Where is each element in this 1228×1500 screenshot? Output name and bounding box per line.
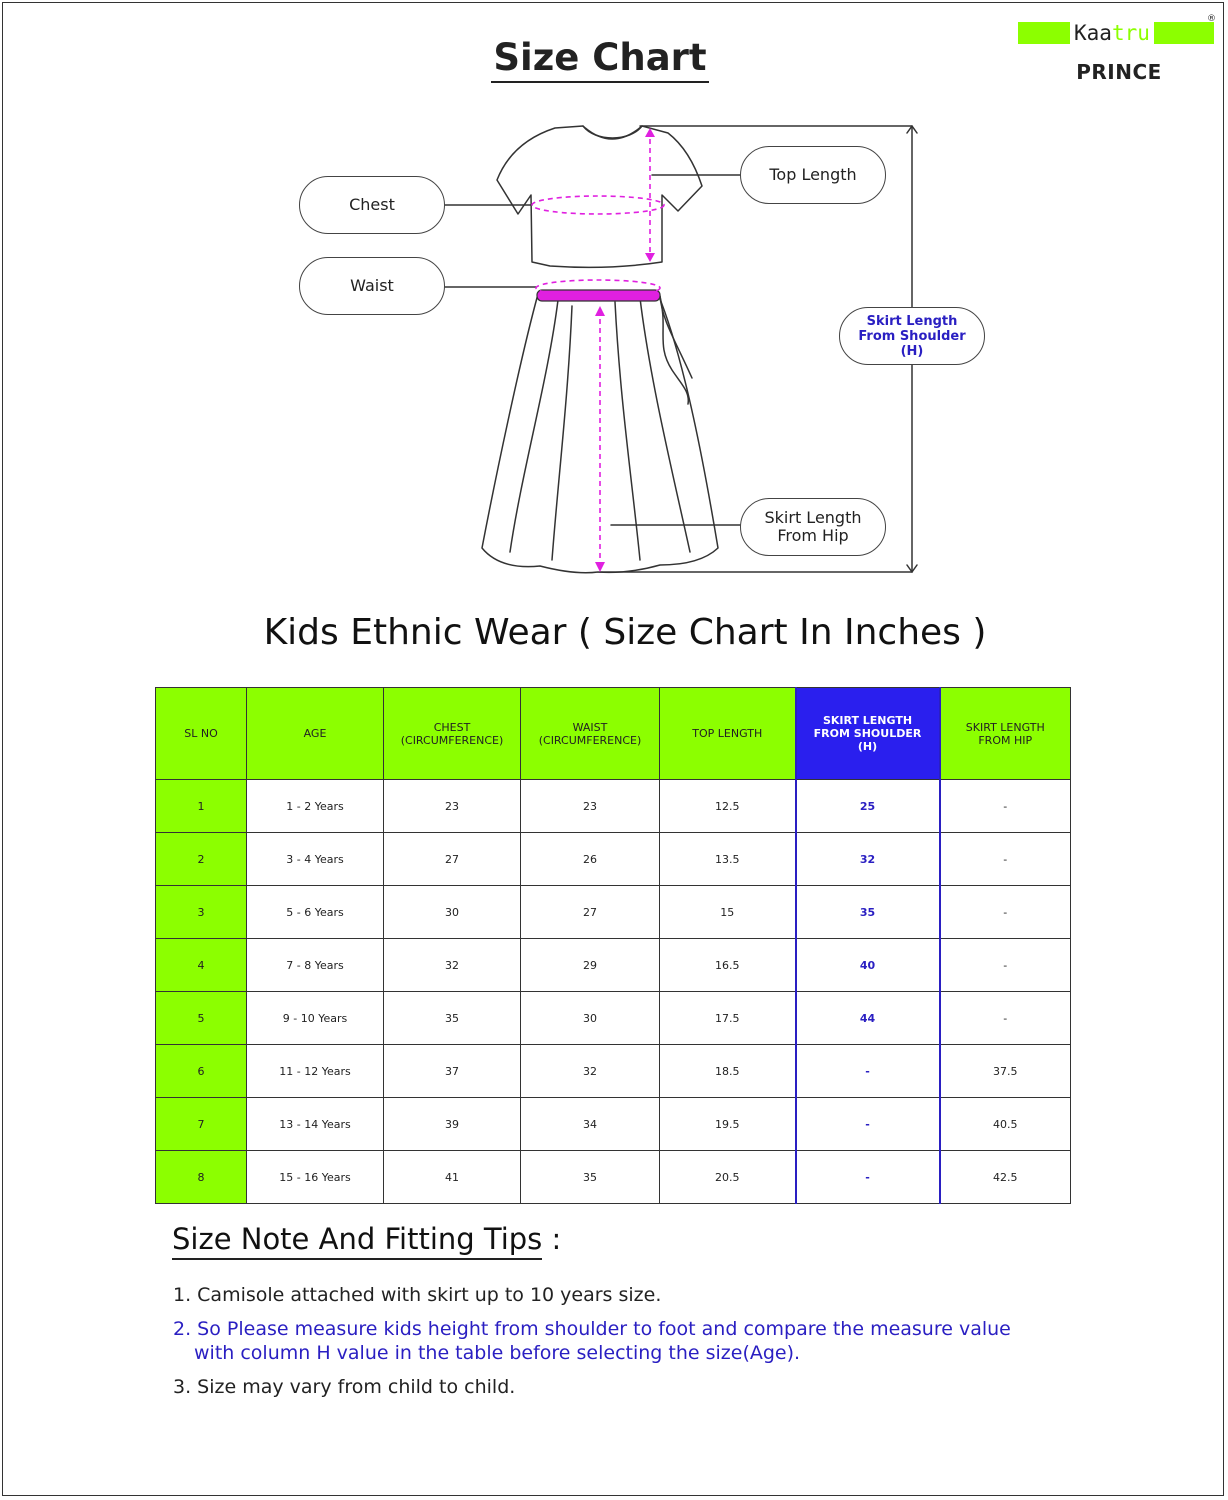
table-cell: 8 [156,1151,247,1204]
table-cell: 35 [521,1151,660,1204]
table-cell: 5 [156,992,247,1045]
table-row [156,833,1071,886]
table-cell: 25 [796,780,940,833]
waistband [537,290,660,301]
top-length-label: Top Length [740,146,886,204]
table-cell: 13 - 14 Years [247,1098,384,1151]
table-cell: - [940,833,1071,886]
table-cell: 30 [384,886,521,939]
table-cell: 35 [384,992,521,1045]
table-cell: 9 - 10 Years [247,992,384,1045]
table-cell: 2 [156,833,247,886]
note-item: 3. Size may vary from child to child. [173,1376,516,1398]
table-cell: 5 - 6 Years [247,886,384,939]
table-cell: 39 [384,1098,521,1151]
skirt-from-hip-label: Skirt Length From Hip [740,498,886,556]
table-cell: - [940,992,1071,1045]
table-cell: 23 [384,780,521,833]
table-cell: - [796,1045,940,1098]
table-cell: 23 [521,780,660,833]
table-cell: 30 [521,992,660,1045]
table-cell: 32 [521,1045,660,1098]
garment-diagram [0,0,1228,600]
brand-subtitle: PRINCE [1076,60,1162,84]
header-sl-no: SL NO [156,688,247,780]
table-cell: 1 - 2 Years [247,780,384,833]
size-table [155,687,1071,1204]
header-top-length: TOP LENGTH [660,688,796,780]
table-cell: 37.5 [940,1045,1071,1098]
table-cell: - [940,939,1071,992]
table-cell: 32 [384,939,521,992]
table-cell: - [796,1098,940,1151]
table-row [156,992,1071,1045]
header-skirt-from-hip: SKIRT LENGTH FROM HIP [940,688,1071,780]
table-cell: 17.5 [660,992,796,1045]
table-cell: 27 [384,833,521,886]
table-cell: 44 [796,992,940,1045]
table-row [156,1045,1071,1098]
table-cell: 18.5 [660,1045,796,1098]
table-cell: 42.5 [940,1151,1071,1204]
header-skirt-from-shoulder: SKIRT LENGTH FROM SHOULDER (H) [796,688,940,780]
skirt-from-shoulder-label: Skirt Length From Shoulder (H) [839,307,985,365]
table-cell: 3 - 4 Years [247,833,384,886]
table-cell: 7 - 8 Years [247,939,384,992]
table-cell: 16.5 [660,939,796,992]
table-cell: - [796,1151,940,1204]
header-waist: WAIST (CIRCUMFERENCE) [521,688,660,780]
table-cell: 15 [660,886,796,939]
table-cell: 3 [156,886,247,939]
table-cell: 32 [796,833,940,886]
table-row [156,1098,1071,1151]
blouse-outline [497,126,702,267]
table-cell: 41 [384,1151,521,1204]
note-item: 1. Camisole attached with skirt up to 10 years size. [173,1284,662,1306]
table-row [156,886,1071,939]
table-cell: 11 - 12 Years [247,1045,384,1098]
table-cell: 19.5 [660,1098,796,1151]
table-cell: - [940,780,1071,833]
table-cell: 20.5 [660,1151,796,1204]
chest-label: Chest [299,176,445,234]
table-cell: 34 [521,1098,660,1151]
page-title: Size Chart [0,36,1200,83]
table-cell: 1 [156,780,247,833]
table-row [156,939,1071,992]
table-cell: 27 [521,886,660,939]
table-row [156,780,1071,833]
table-title: Kids Ethnic Wear ( Size Chart In Inches ) [263,612,987,653]
table-cell: - [940,886,1071,939]
waist-label: Waist [299,257,445,315]
table-cell: 40 [796,939,940,992]
table-cell: 40.5 [940,1098,1071,1151]
table-cell: 4 [156,939,247,992]
table-row [156,1151,1071,1204]
notes-title: Size Note And Fitting Tips : [172,1222,561,1256]
notes-list [173,1283,1073,1409]
header-age: AGE [247,688,384,780]
table-cell: 15 - 16 Years [247,1151,384,1204]
header-chest: CHEST (CIRCUMFERENCE) [384,688,521,780]
note-item: 2. So Please measure kids height from shoulder to foot and compare the measure value with column H value in the table before selecting the size(Age). [173,1318,1011,1364]
table-cell: 13.5 [660,833,796,886]
table-cell: 12.5 [660,780,796,833]
brand-logo: Kaatru ® PRINCE [1018,22,1214,84]
chest-measure [532,196,664,214]
table-cell: 37 [384,1045,521,1098]
table-cell: 7 [156,1098,247,1151]
table-cell: 35 [796,886,940,939]
table-header-row [156,688,1071,780]
table-cell: 6 [156,1045,247,1098]
table-cell: 29 [521,939,660,992]
table-cell: 26 [521,833,660,886]
